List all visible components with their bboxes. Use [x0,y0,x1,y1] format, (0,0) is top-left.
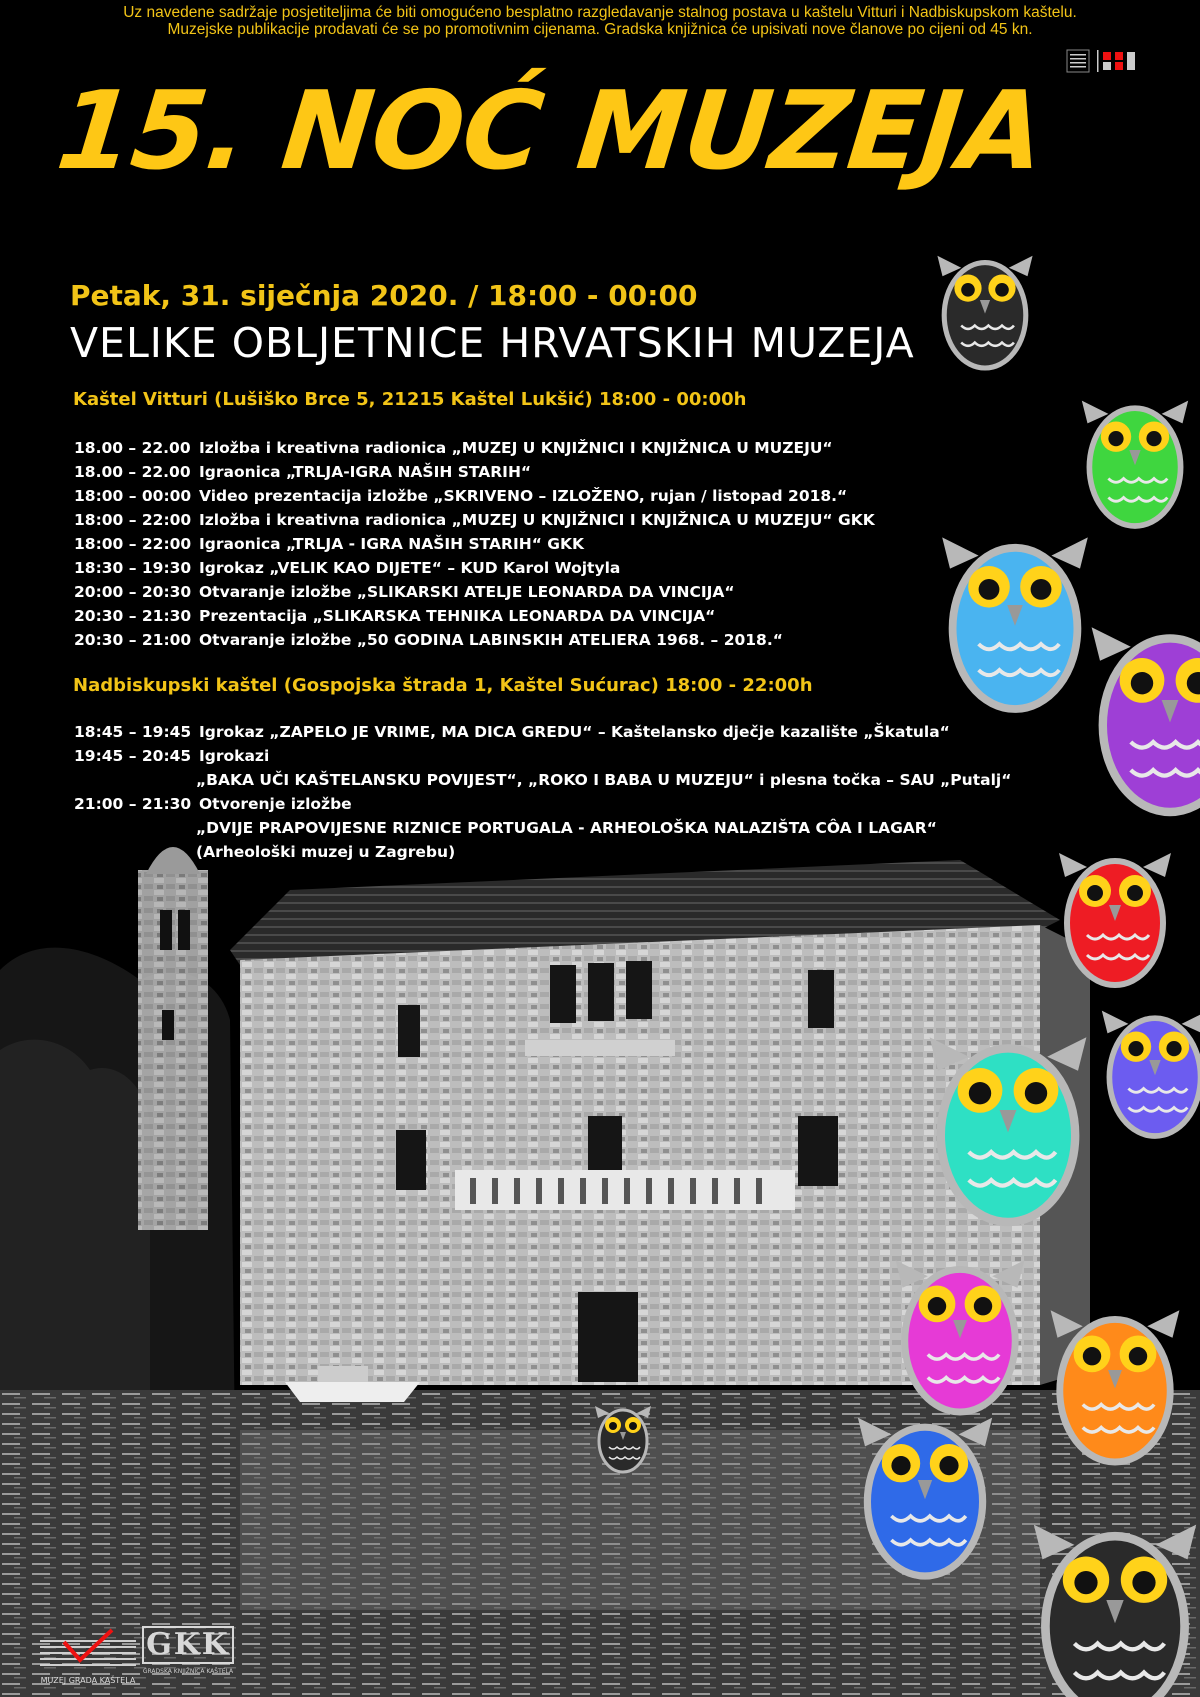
museum-logo-icon [40,1624,136,1674]
list-item: 20:30 – 21:00 Otvaranje izložbe „50 GODINA LABINSKIH ATELIERA 1968. – 2018.“ [74,631,783,649]
venue-heading-vitturi: Kaštel Vitturi (Lušiško Brce 5, 21215 Kaštel Lukšić) 18:00 - 00:00h [73,389,747,410]
owl-icon [1102,1011,1200,1136]
program-list-nadbiskupski [74,720,1011,864]
owl-icon [858,1418,992,1576]
event-date-time: Petak, 31. siječnja 2020. / 18:00 - 00:00 [70,279,698,312]
notice-line-1: Uz navedene sadržaje posjetiteljima će biti omogućeno besplatno razgledavanje stalnog postava u kaštelu Vitturi i Nadbiskupskom kaštelu. [123,4,1077,21]
list-item: 18.00 – 22.00 Izložba i kreativna radionica „MUZEJ U KNJIŽNICI I KNJIŽNICA U MUZEJU“ [74,439,833,457]
list-item: 18.00 – 22.00 Igraonica „TRLJA-IGRA NAŠIH STARIH“ [74,463,532,481]
list-item: 18:00 – 22:00 Izložba i kreativna radionica „MUZEJ U KNJIŽNICI I KNJIŽNICA U MUZEJU“ GKK [74,511,875,529]
owl-icon [942,537,1088,709]
list-item: 20:00 – 20:30 Otvaranje izložbe „SLIKARSKI ATELJE LEONARDA DA VINCIJA“ [74,583,735,601]
owl-icon [595,1406,651,1472]
owl-icon [937,256,1032,368]
owl-icon [1051,1310,1180,1462]
notice-line-2: Muzejske publikacije prodavati će se po promotivnim cijenama. Gradska knjižnica će upisivati nove članove po cijeni od 45 kn. [167,21,1033,38]
list-item: 18:30 – 19:30 Igrokaz „VELIK KAO DIJETE“ – KUD Karol Wojtyla [74,559,621,577]
owl-icon [930,1037,1087,1222]
list-item: „BAKA UČI KAŠTELANSKU POVIJEST“, „ROKO I BABA U MUZEJU“ i plesna točka – SAU „Putalj“ [196,771,1012,789]
library-logo-label: GRADSKA KNJIŽNICA KAŠTELA [142,1668,234,1675]
owl-icon [1082,401,1188,526]
list-item: 19:45 – 20:45 Igrokazi [74,747,270,765]
program-list-vitturi [74,436,875,652]
list-item: 21:00 – 21:30 Otvorenje izložbe [74,795,352,813]
notice-text [40,4,1160,38]
list-item: 18:00 – 00:00 Video prezentacija izložbe „SKRIVENO – IZLOŽENO, rujan / listopad 2018.“ [74,487,848,505]
museum-logo [40,1624,136,1688]
event-subtitle: VELIKE OBLJETNICE HRVATSKIH MUZEJA [70,319,915,367]
list-item: 20:30 – 21:30 Prezentacija „SLIKARSKA TEHNIKA LEONARDA DA VINCIJA“ [74,607,716,625]
owl-icon [1034,1525,1196,1697]
list-item: 18:45 – 19:45 Igrokaz „ZAPELO JE VRIME, MA DICA GREDU“ – Kaštelansko dječje kazalište „Škatula“ [74,723,950,741]
owl-icon [1092,627,1200,812]
library-logo [142,1626,234,1686]
list-item: 18:00 – 22:00 Igraonica „TRLJA - IGRA NAŠIH STARIH“ GKK [74,535,585,553]
list-item: „DVIJE PRAPOVIJESNE RIZNICE PORTUGALA - ARHEOLOŠKA NALAZIŠTA CÔA I LAGAR“ [196,819,937,837]
list-item: (Arheološki muzej u Zagrebu) [196,843,456,861]
museum-logo-label: MUZEJ GRADA KAŠTELA [40,1676,136,1685]
owl-icon [1059,853,1171,985]
venue-heading-nadbiskupski: Nadbiskupski kaštel (Gospojska štrada 1, Kaštel Sućurac) 18:00 - 22:00h [73,675,813,696]
owl-icon [896,1260,1025,1412]
library-logo-icon: GKK [142,1626,234,1664]
page-title: 15. NOĆ MUZEJA [51,69,1050,194]
